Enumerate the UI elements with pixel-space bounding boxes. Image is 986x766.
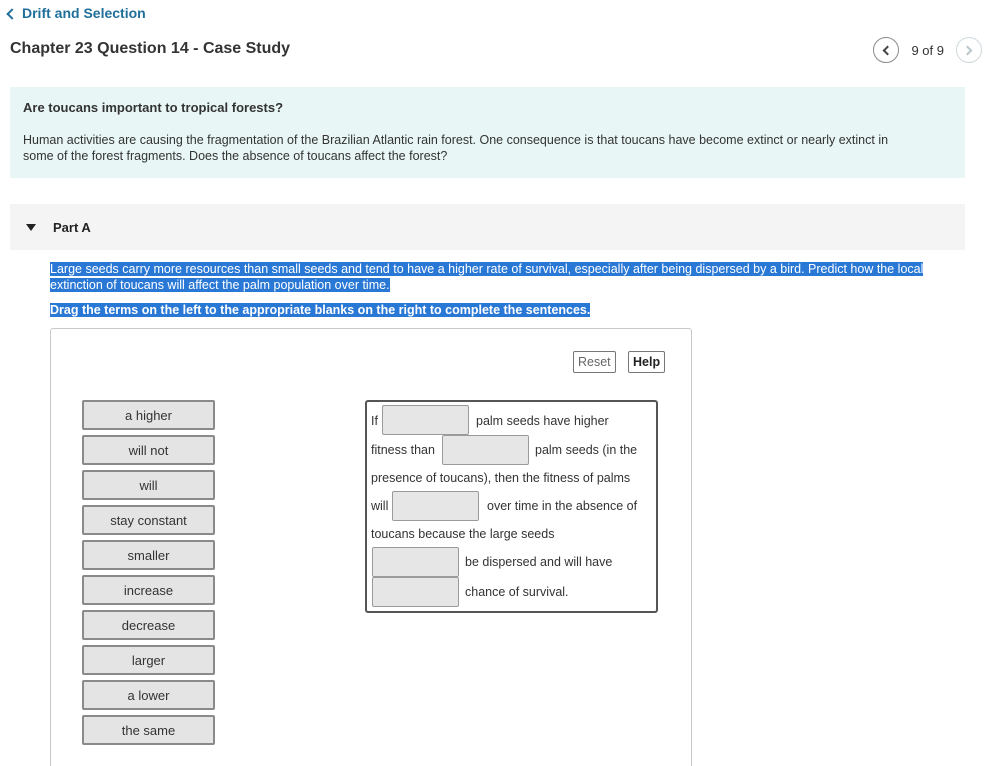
drop-blank-4[interactable] [372, 547, 459, 577]
next-button[interactable] [956, 37, 982, 63]
part-a-header[interactable] [10, 204, 965, 250]
pager [873, 37, 982, 63]
sentence-text: will [371, 499, 389, 513]
instructions-line1: Large seeds carry more resources than small seeds and tend to have a higher rate of survival, especially after being dispersed by a bird. Predict how the local [50, 262, 924, 276]
instructions [50, 261, 965, 293]
drag-drop-workspace [50, 328, 692, 766]
instructions-line2: extinction of toucans will affect the palm population over time. [50, 278, 390, 292]
term-smaller[interactable]: smaller [82, 540, 215, 570]
term-a-higher[interactable]: a higher [82, 400, 215, 430]
drop-blank-2[interactable] [442, 435, 529, 465]
back-link[interactable] [8, 5, 146, 21]
back-link-label: Drift and Selection [22, 5, 146, 21]
help-button[interactable]: Help [628, 351, 665, 373]
sentence-text: toucans because the large seeds [371, 527, 555, 541]
chevron-left-icon [6, 8, 17, 19]
intro-text-line1: Human activities are causing the fragmentation of the Brazilian Atlantic rain forest. One consequence is that toucans have become extinct or nearly extinct in [23, 133, 889, 147]
pager-count: 9 of 9 [911, 42, 944, 58]
drop-blank-5[interactable] [372, 577, 459, 607]
case-study-intro [10, 87, 965, 178]
sentence-text: fitness than [371, 443, 435, 457]
term-will-not[interactable]: will not [82, 435, 215, 465]
term-decrease[interactable]: decrease [82, 610, 215, 640]
sentence-text: If [371, 414, 378, 428]
drag-instructions-text: Drag the terms on the left to the appropriate blanks on the right to complete the sentences. [50, 303, 591, 317]
term-a-lower[interactable]: a lower [82, 680, 215, 710]
sentence-text: palm seeds (in the [535, 443, 638, 457]
sentence-target-box [365, 400, 658, 613]
drag-instructions [50, 302, 590, 318]
drop-blank-3[interactable] [392, 491, 479, 521]
term-the-same[interactable]: the same [82, 715, 215, 745]
sentence-text: be dispersed and will have [465, 555, 613, 569]
sentence-text: palm seeds have higher [476, 414, 609, 428]
sentence-text: presence of toucans), then the fitness of palms [371, 471, 631, 485]
term-larger[interactable]: larger [82, 645, 215, 675]
page-title: Chapter 23 Question 14 - Case Study [10, 40, 291, 57]
caret-down-icon [26, 224, 36, 231]
intro-question: Are toucans important to tropical forests? [23, 100, 284, 115]
chevron-right-icon [963, 45, 973, 55]
term-increase[interactable]: increase [82, 575, 215, 605]
intro-text-line2: some of the forest fragments. Does the absence of toucans affect the forest? [23, 149, 448, 163]
previous-button[interactable] [873, 37, 899, 63]
sentence-text: over time in the absence of [487, 499, 638, 513]
sentence-text: chance of survival. [465, 585, 569, 599]
drop-blank-1[interactable] [382, 405, 469, 435]
part-label: Part A [53, 219, 91, 235]
term-will[interactable]: will [82, 470, 215, 500]
chevron-left-icon [883, 45, 893, 55]
reset-button[interactable]: Reset [573, 351, 616, 373]
term-stay-constant[interactable]: stay constant [82, 505, 215, 535]
